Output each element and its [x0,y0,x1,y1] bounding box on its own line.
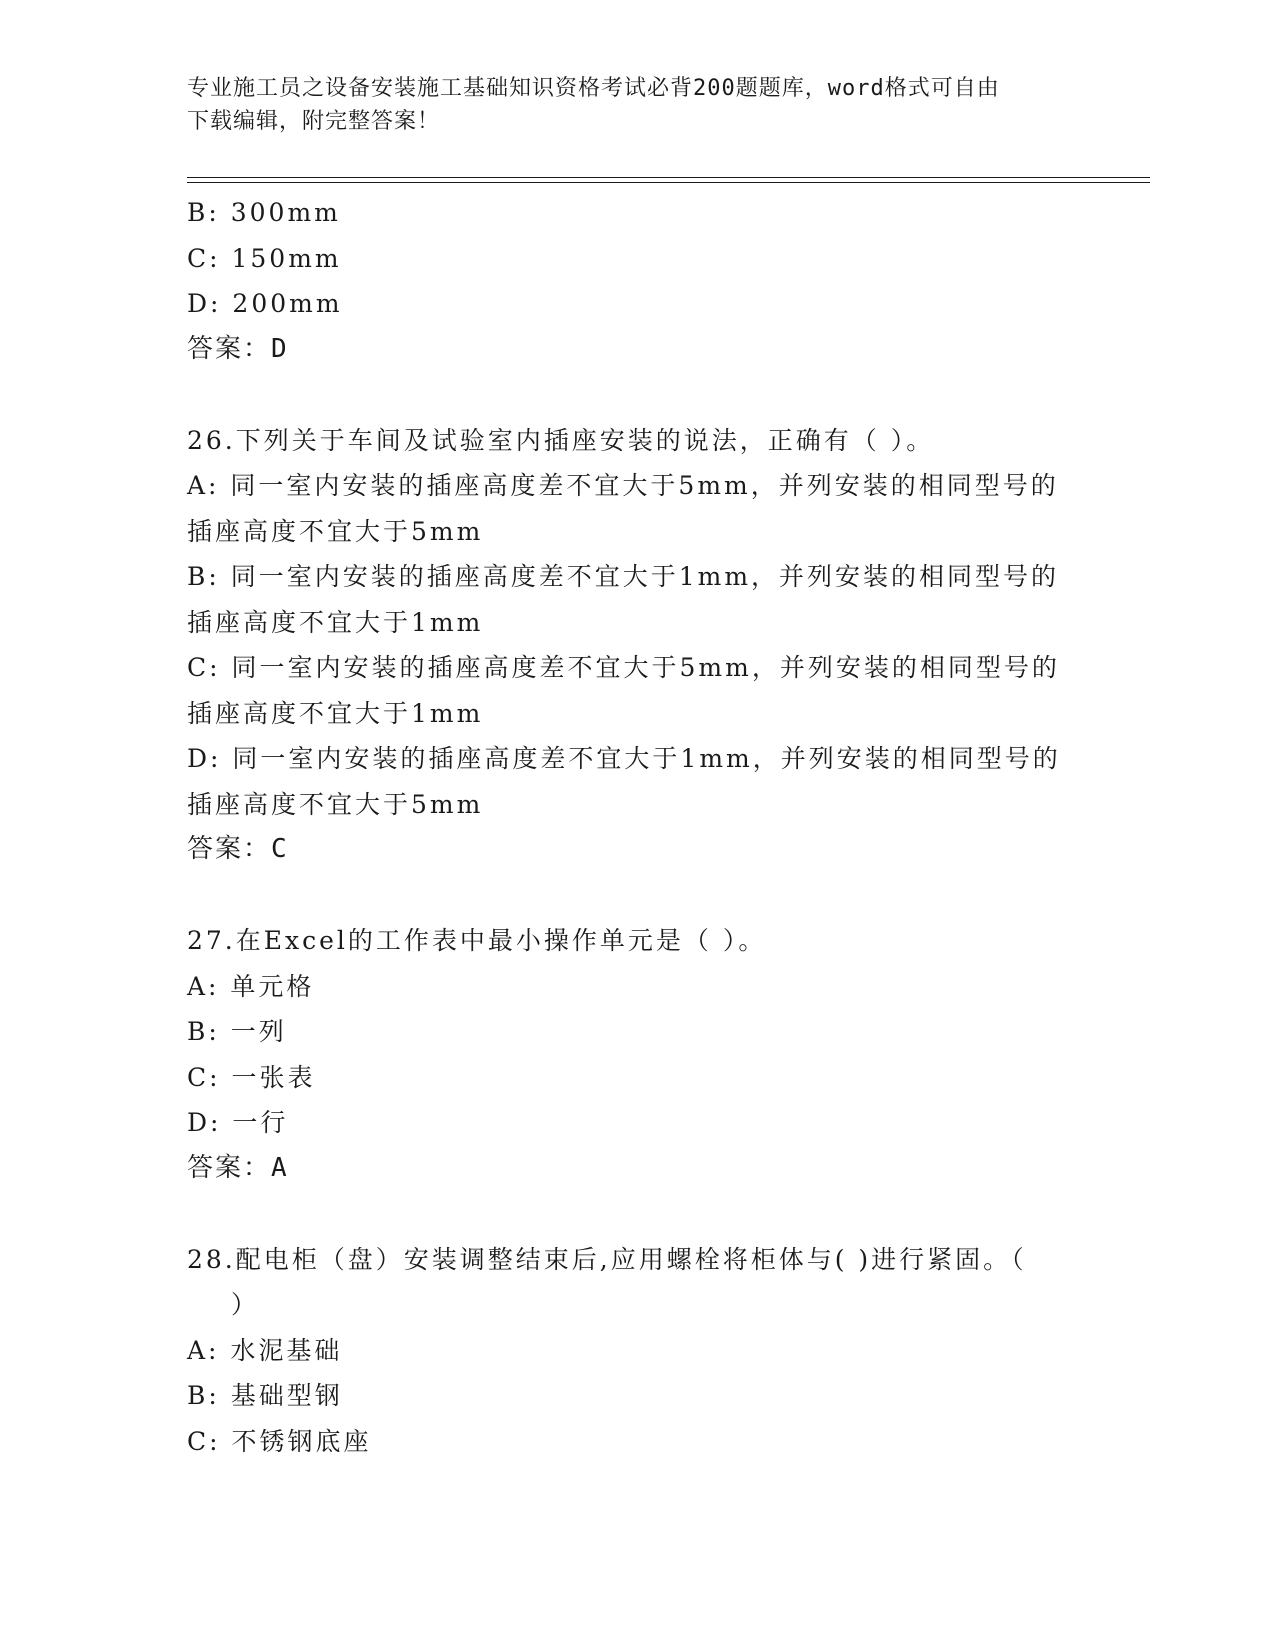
q26-option-a-line-2: 插座高度不宜大于5mm [187,516,484,546]
q26-option-d-line-1: D: 同一室内安装的插座高度差不宜大于1mm，并列安装的相同型号的 [187,744,1061,773]
question-27-block [187,918,1087,1191]
q27-option-c: C: 一张表 [187,1062,316,1092]
header-rule-top [187,177,1150,178]
spacer [187,1191,1087,1237]
q27-question: 27.在Excel的工作表中最小操作单元是（ ）。 [187,926,767,955]
q25-option-d: D: 200mm [187,289,343,318]
q28-option-b: B: 基础型钢 [187,1381,343,1410]
q28-option-a: A: 水泥基础 [187,1335,343,1365]
q26-option-b-line-1: B: 同一室内安装的插座高度差不宜大于1mm，并列安装的相同型号的 [187,562,1060,591]
q26-option-d-line-2: 插座高度不宜大于5mm [187,789,484,819]
question-26-block [187,418,1087,873]
q25-option-c: C: 150mm [187,243,342,273]
question-25-block [187,190,1087,372]
q25-answer: 答案：D [187,333,289,364]
q28-question-line-1: 28.配电柜（盘）安装调整结束后,应用螺栓将柜体与( )进行紧固。（ [187,1244,1027,1274]
q28-question-line-2: ） [231,1290,260,1319]
spacer [187,873,1087,919]
q27-option-a: A: 单元格 [187,971,315,1001]
q28-option-c: C: 不锈钢底座 [187,1426,372,1456]
q26-answer: 答案：C [187,834,289,864]
spacer [187,372,1087,418]
q26-option-b-line-2: 插座高度不宜大于1mm [187,607,484,637]
question-28-block [187,1237,1087,1465]
header-title-line-2: 下载编辑，附完整答案！ [187,109,441,134]
q26-question: 26.下列关于车间及试验室内插座安装的说法，正确有（ ）。 [187,425,935,455]
q26-option-c-line-2: 插座高度不宜大于1mm [187,698,484,728]
q27-option-d: D: 一行 [187,1108,289,1137]
header-title-line-1: 专业施工员之设备安装施工基础知识资格考试必背200题题库，word格式可自由 [187,76,1000,101]
document-body [187,190,1087,1464]
q26-option-a-line-1: A: 同一室内安装的插座高度差不宜大于5mm，并列安装的相同型号的 [187,471,1059,500]
document-header [187,72,1087,138]
q27-option-b: B: 一列 [187,1017,287,1046]
q25-option-b: B: 300mm [187,198,341,227]
q27-answer: 答案：A [187,1152,289,1183]
header-rule-bottom [187,182,1150,183]
q26-option-c-line-1: C: 同一室内安装的插座高度差不宜大于5mm，并列安装的相同型号的 [187,653,1060,682]
